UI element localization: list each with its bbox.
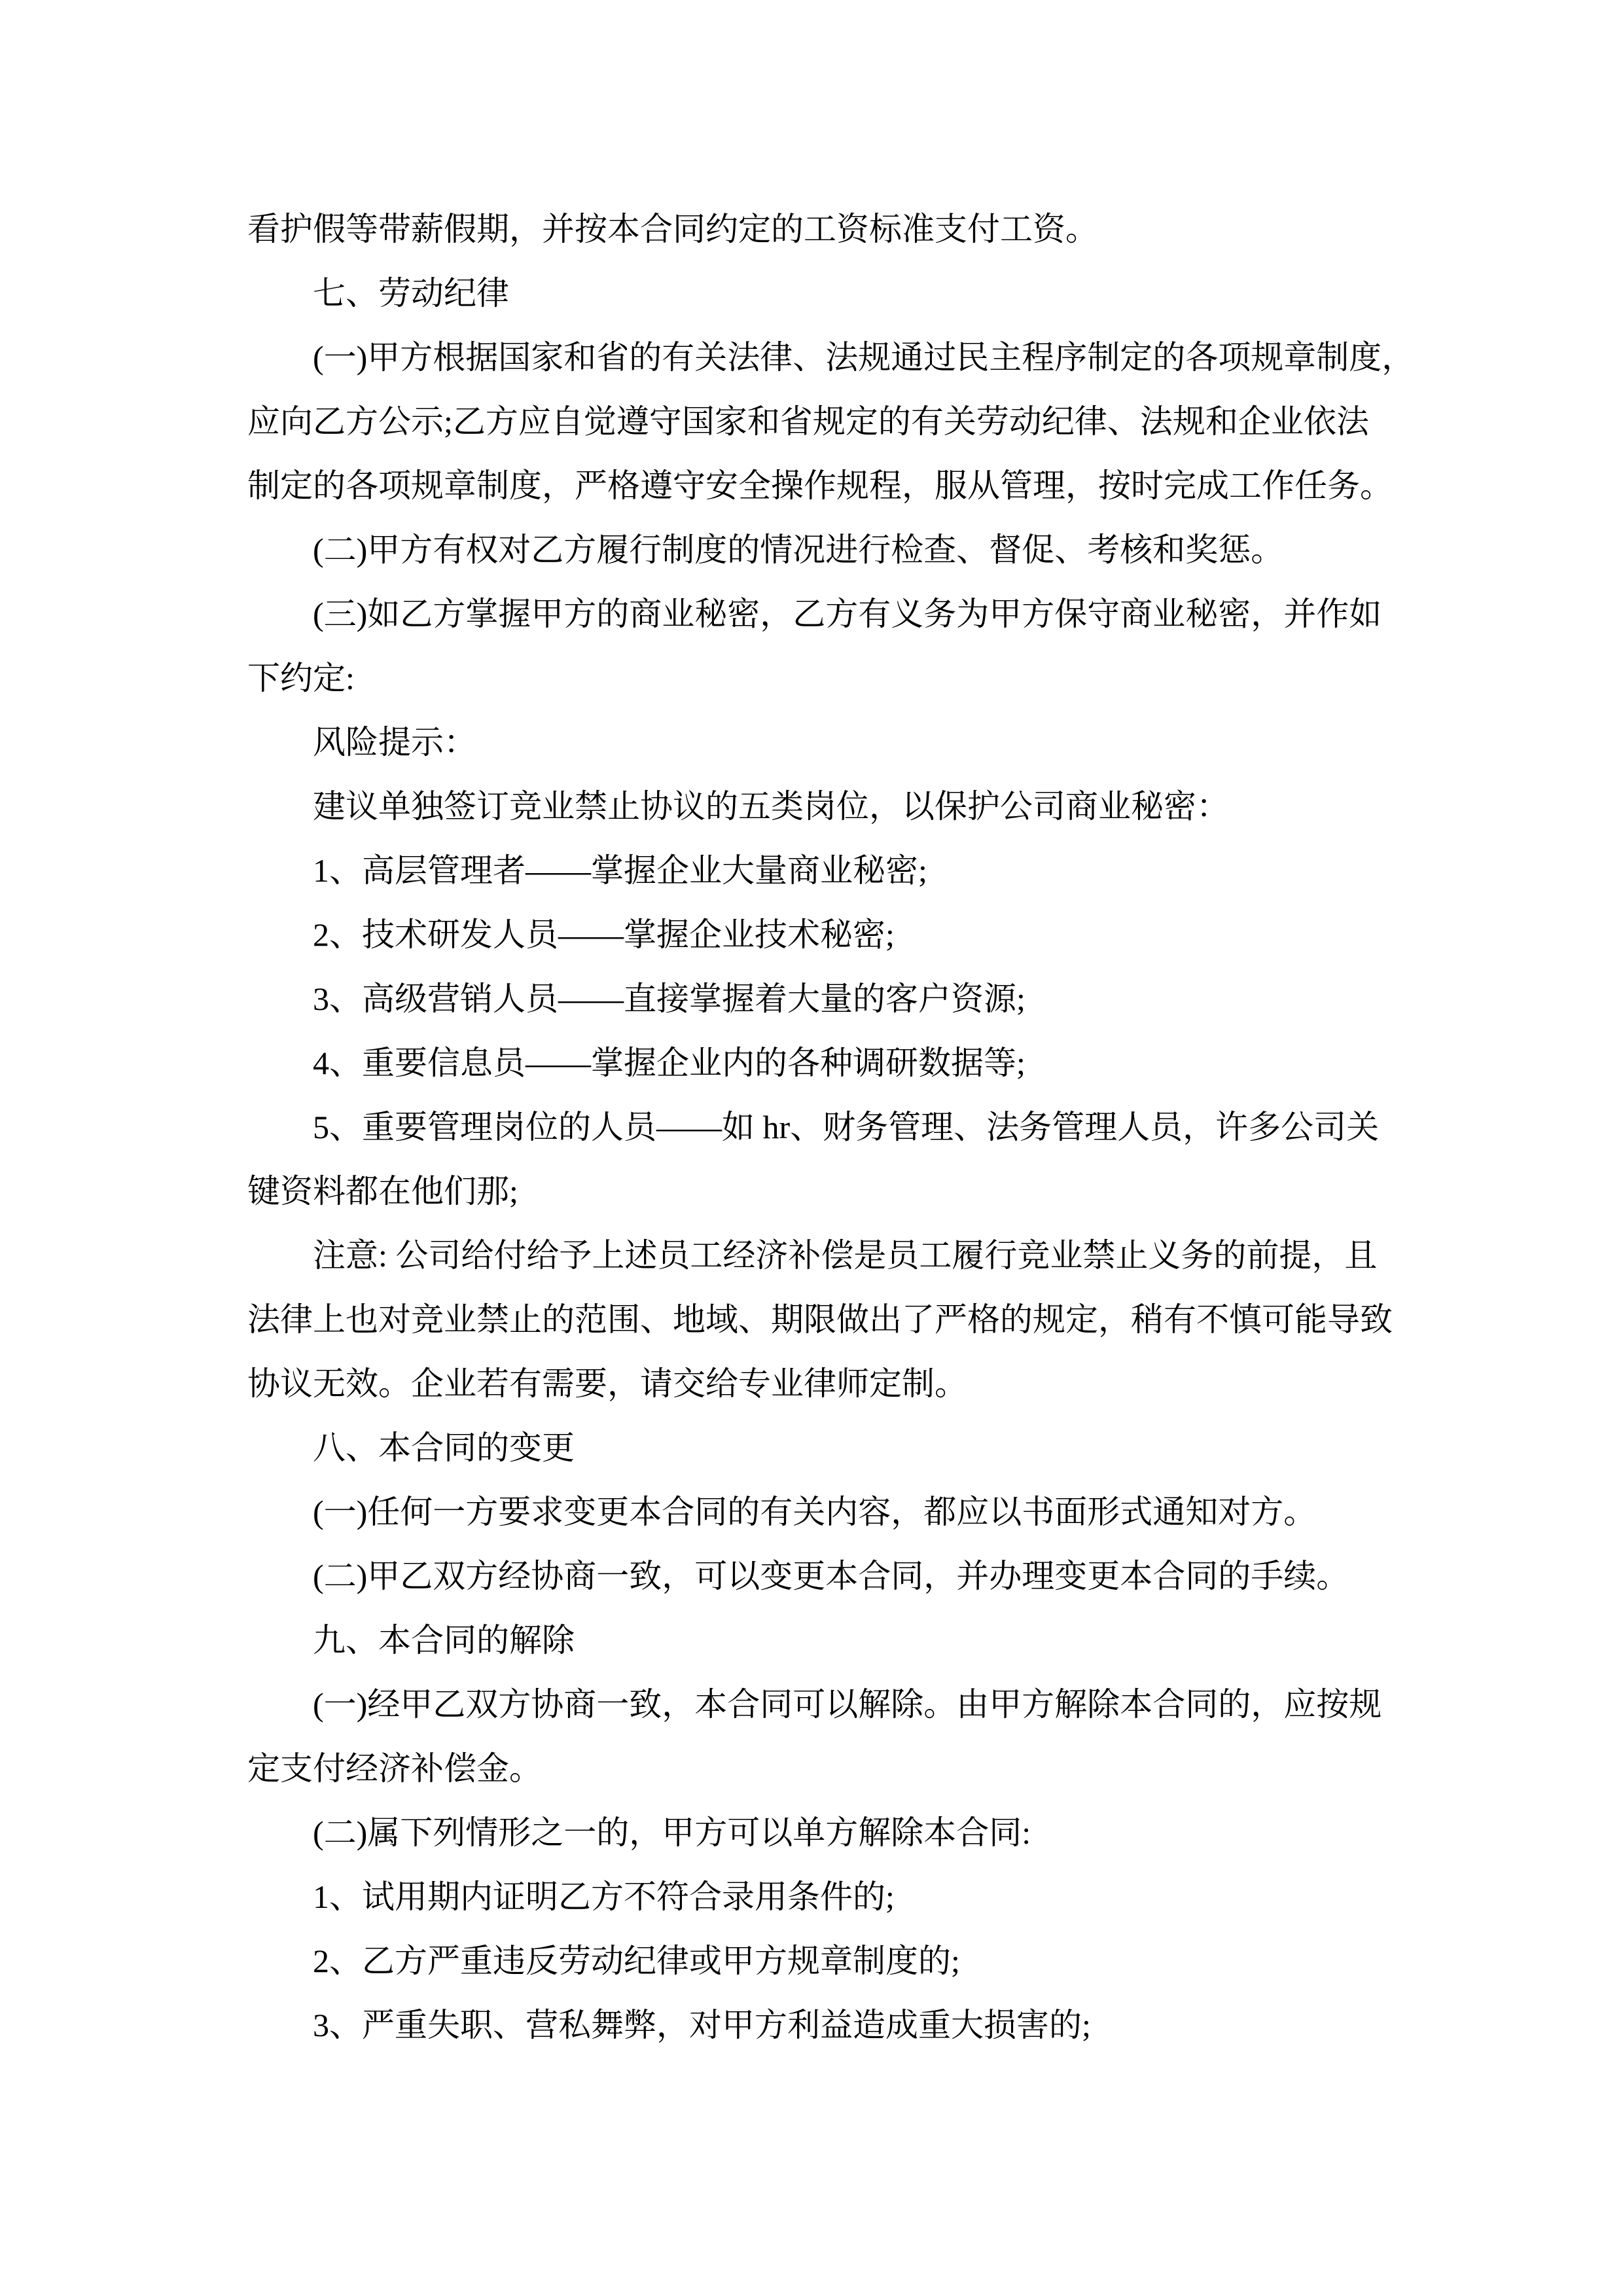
text-line: 法律上也对竞业禁止的范围、地域、期限做出了严格的规定，稍有不慎可能导致 bbox=[247, 1301, 1393, 1338]
text-line: 3、高级营销人员——直接掌握着大量的客户资源; bbox=[313, 980, 1026, 1017]
text-line: 4、重要信息员——掌握企业内的各种调研数据等; bbox=[313, 1045, 1026, 1081]
text-line: 注意: 公司给付给予上述员工经济补偿是员工履行竞业禁止义务的前提，且 bbox=[313, 1237, 1378, 1274]
text-line: 3、严重失职、营私舞弊，对甲方利益造成重大损害的; bbox=[313, 2007, 1091, 2043]
text-line: (一)甲方根据国家和省的有关法律、法规通过民主程序制定的各项规章制度， bbox=[313, 339, 1415, 376]
text-line: (一)任何一方要求变更本合同的有关内容，都应以书面形式通知对方。 bbox=[313, 1494, 1317, 1530]
text-line: 风险提示： bbox=[313, 724, 476, 761]
text-line: 看护假等带薪假期，并按本合同约定的工资标准支付工资。 bbox=[247, 211, 1098, 247]
text-line: 键资料都在他们那; bbox=[247, 1173, 518, 1210]
text-line: 2、乙方严重违反劳动纪律或甲方规章制度的; bbox=[313, 1943, 960, 1979]
text-line: (三)如乙方掌握甲方的商业秘密，乙方有义务为甲方保守商业秘密，并作如 bbox=[313, 596, 1382, 632]
text-line: 制定的各项规章制度，严格遵守安全操作规程，服从管理，按时完成工作任务。 bbox=[247, 467, 1393, 504]
text-line: 下约定: bbox=[247, 660, 355, 696]
text-line: 八、本合同的变更 bbox=[313, 1429, 575, 1466]
text-line: (二)甲乙双方经协商一致，可以变更本合同，并办理变更本合同的手续。 bbox=[313, 1558, 1349, 1594]
text-line: 1、高层管理者——掌握企业大量商业秘密; bbox=[313, 852, 927, 889]
text-line: 1、试用期内证明乙方不符合录用条件的; bbox=[313, 1878, 895, 1915]
text-line: (二)甲方有权对乙方履行制度的情况进行检查、督促、考核和奖惩。 bbox=[313, 531, 1284, 568]
text-line: (二)属下列情形之一的，甲方可以单方解除本合同: bbox=[313, 1814, 1031, 1851]
text-line: 定支付经济补偿金。 bbox=[247, 1750, 542, 1787]
text-line: 九、本合同的解除 bbox=[313, 1622, 575, 1659]
text-line: 建议单独签订竞业禁止协议的五类岗位，以保护公司商业秘密： bbox=[313, 788, 1229, 825]
text-line: 2、技术研发人员——掌握企业技术秘密; bbox=[313, 916, 895, 953]
text-line: 5、重要管理岗位的人员——如 hr、财务管理、法务管理人员，许多公司关 bbox=[313, 1109, 1380, 1145]
text-line: 协议无效。企业若有需要，请交给专业律师定制。 bbox=[247, 1365, 967, 1402]
text-line: 七、劳动纪律 bbox=[313, 275, 509, 312]
text-line: (一)经甲乙双方协商一致，本合同可以解除。由甲方解除本合同的，应按规 bbox=[313, 1686, 1382, 1723]
text-line: 应向乙方公示;乙方应自觉遵守国家和省规定的有关劳动纪律、法规和企业依法 bbox=[247, 403, 1369, 440]
